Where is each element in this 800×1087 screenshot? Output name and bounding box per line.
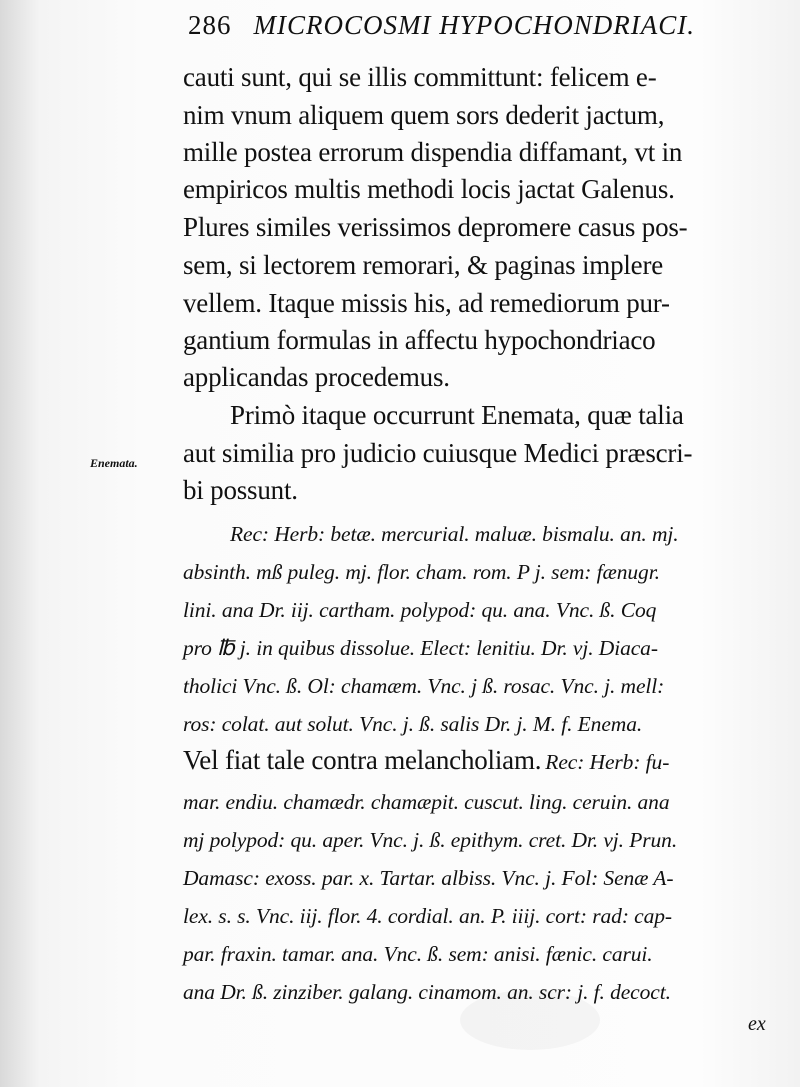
body-line: Plures similes verissimos depromere casus pos- (183, 212, 688, 242)
recipe-line: ana Dr. ß. zinziber. galang. cinamom. an. scr: j. f. decoct. (183, 980, 671, 1004)
page-number: 286 (188, 10, 232, 40)
recipe-line: absinth. mß puleg. mj. flor. cham. rom. P j. sem: fænugr. (183, 560, 660, 584)
recipe-line: lini. ana Dr. iij. cartham. polypod: qu. ana. Vnc. ß. Coq (183, 598, 657, 622)
body-line: aut similia pro judicio cuiusque Medici præscri- (183, 438, 693, 468)
running-head (188, 10, 788, 50)
recipe-line: mar. endiu. chamædr. chamæpit. cuscut. ling. ceruin. ana (183, 790, 670, 814)
body-line: sem, si lectorem remorari, & paginas implere (183, 250, 664, 280)
body-line: gantium formulas in affectu hypochondriaco (183, 325, 656, 355)
recipe-line: par. fraxin. tamar. ana. Vnc. ß. sem: anisi. fænic. carui. (183, 942, 653, 966)
recipe-line: lex. s. s. Vnc. iij. flor. 4. cordial. an. P. iiij. cort: rad: cap- (183, 904, 672, 928)
recipe-line: tholici Vnc. ß. Ol: chamæm. Vnc. j ß. rosac. Vnc. j. mell: (183, 674, 665, 698)
melancholia-line (183, 745, 669, 776)
body-line: vellem. Itaque missis his, ad remediorum pur- (183, 288, 670, 318)
recipe-line: pro ℔ j. in quibus dissolue. Elect: lenitiu. Dr. vj. Diaca- (183, 636, 658, 660)
recipe-line: Rec: Herb: betæ. mercurial. maluæ. bismalu. an. mj. (230, 522, 679, 546)
body-line: mille postea errorum dispendia diffamant, vt in (183, 137, 683, 167)
body-line: applicandas procedemus. (183, 362, 450, 392)
body-line: Primò itaque occurrunt Enemata, quæ talia (230, 400, 684, 430)
recipe-line: mj polypod: qu. aper. Vnc. j. ß. epithym. cret. Dr. vj. Prun. (183, 828, 678, 852)
melancholia-italic: Rec: Herb: fu- (545, 750, 670, 774)
recipe-line: ros: colat. aut solut. Vnc. j. ß. salis Dr. j. M. f. Enema. (183, 712, 643, 736)
melancholia-roman: Vel fiat tale contra melancholiam. (183, 745, 542, 775)
margin-note: Enemata. (90, 456, 138, 470)
body-line: bi possunt. (183, 475, 298, 505)
body-line: cauti sunt, qui se illis committunt: felicem e- (183, 62, 657, 92)
body-line: empiricos multis methodi locis jactat Galenus. (183, 174, 675, 204)
catchword: ex (748, 1013, 766, 1035)
body-line: nim vnum aliquem quem sors dederit jactum, (183, 100, 665, 130)
recipe-line: Damasc: exoss. par. x. Tartar. albiss. Vnc. j. Fol: Senæ A- (183, 866, 674, 890)
running-title: MICROCOSMI HYPOCHONDRIACI. (253, 10, 695, 40)
